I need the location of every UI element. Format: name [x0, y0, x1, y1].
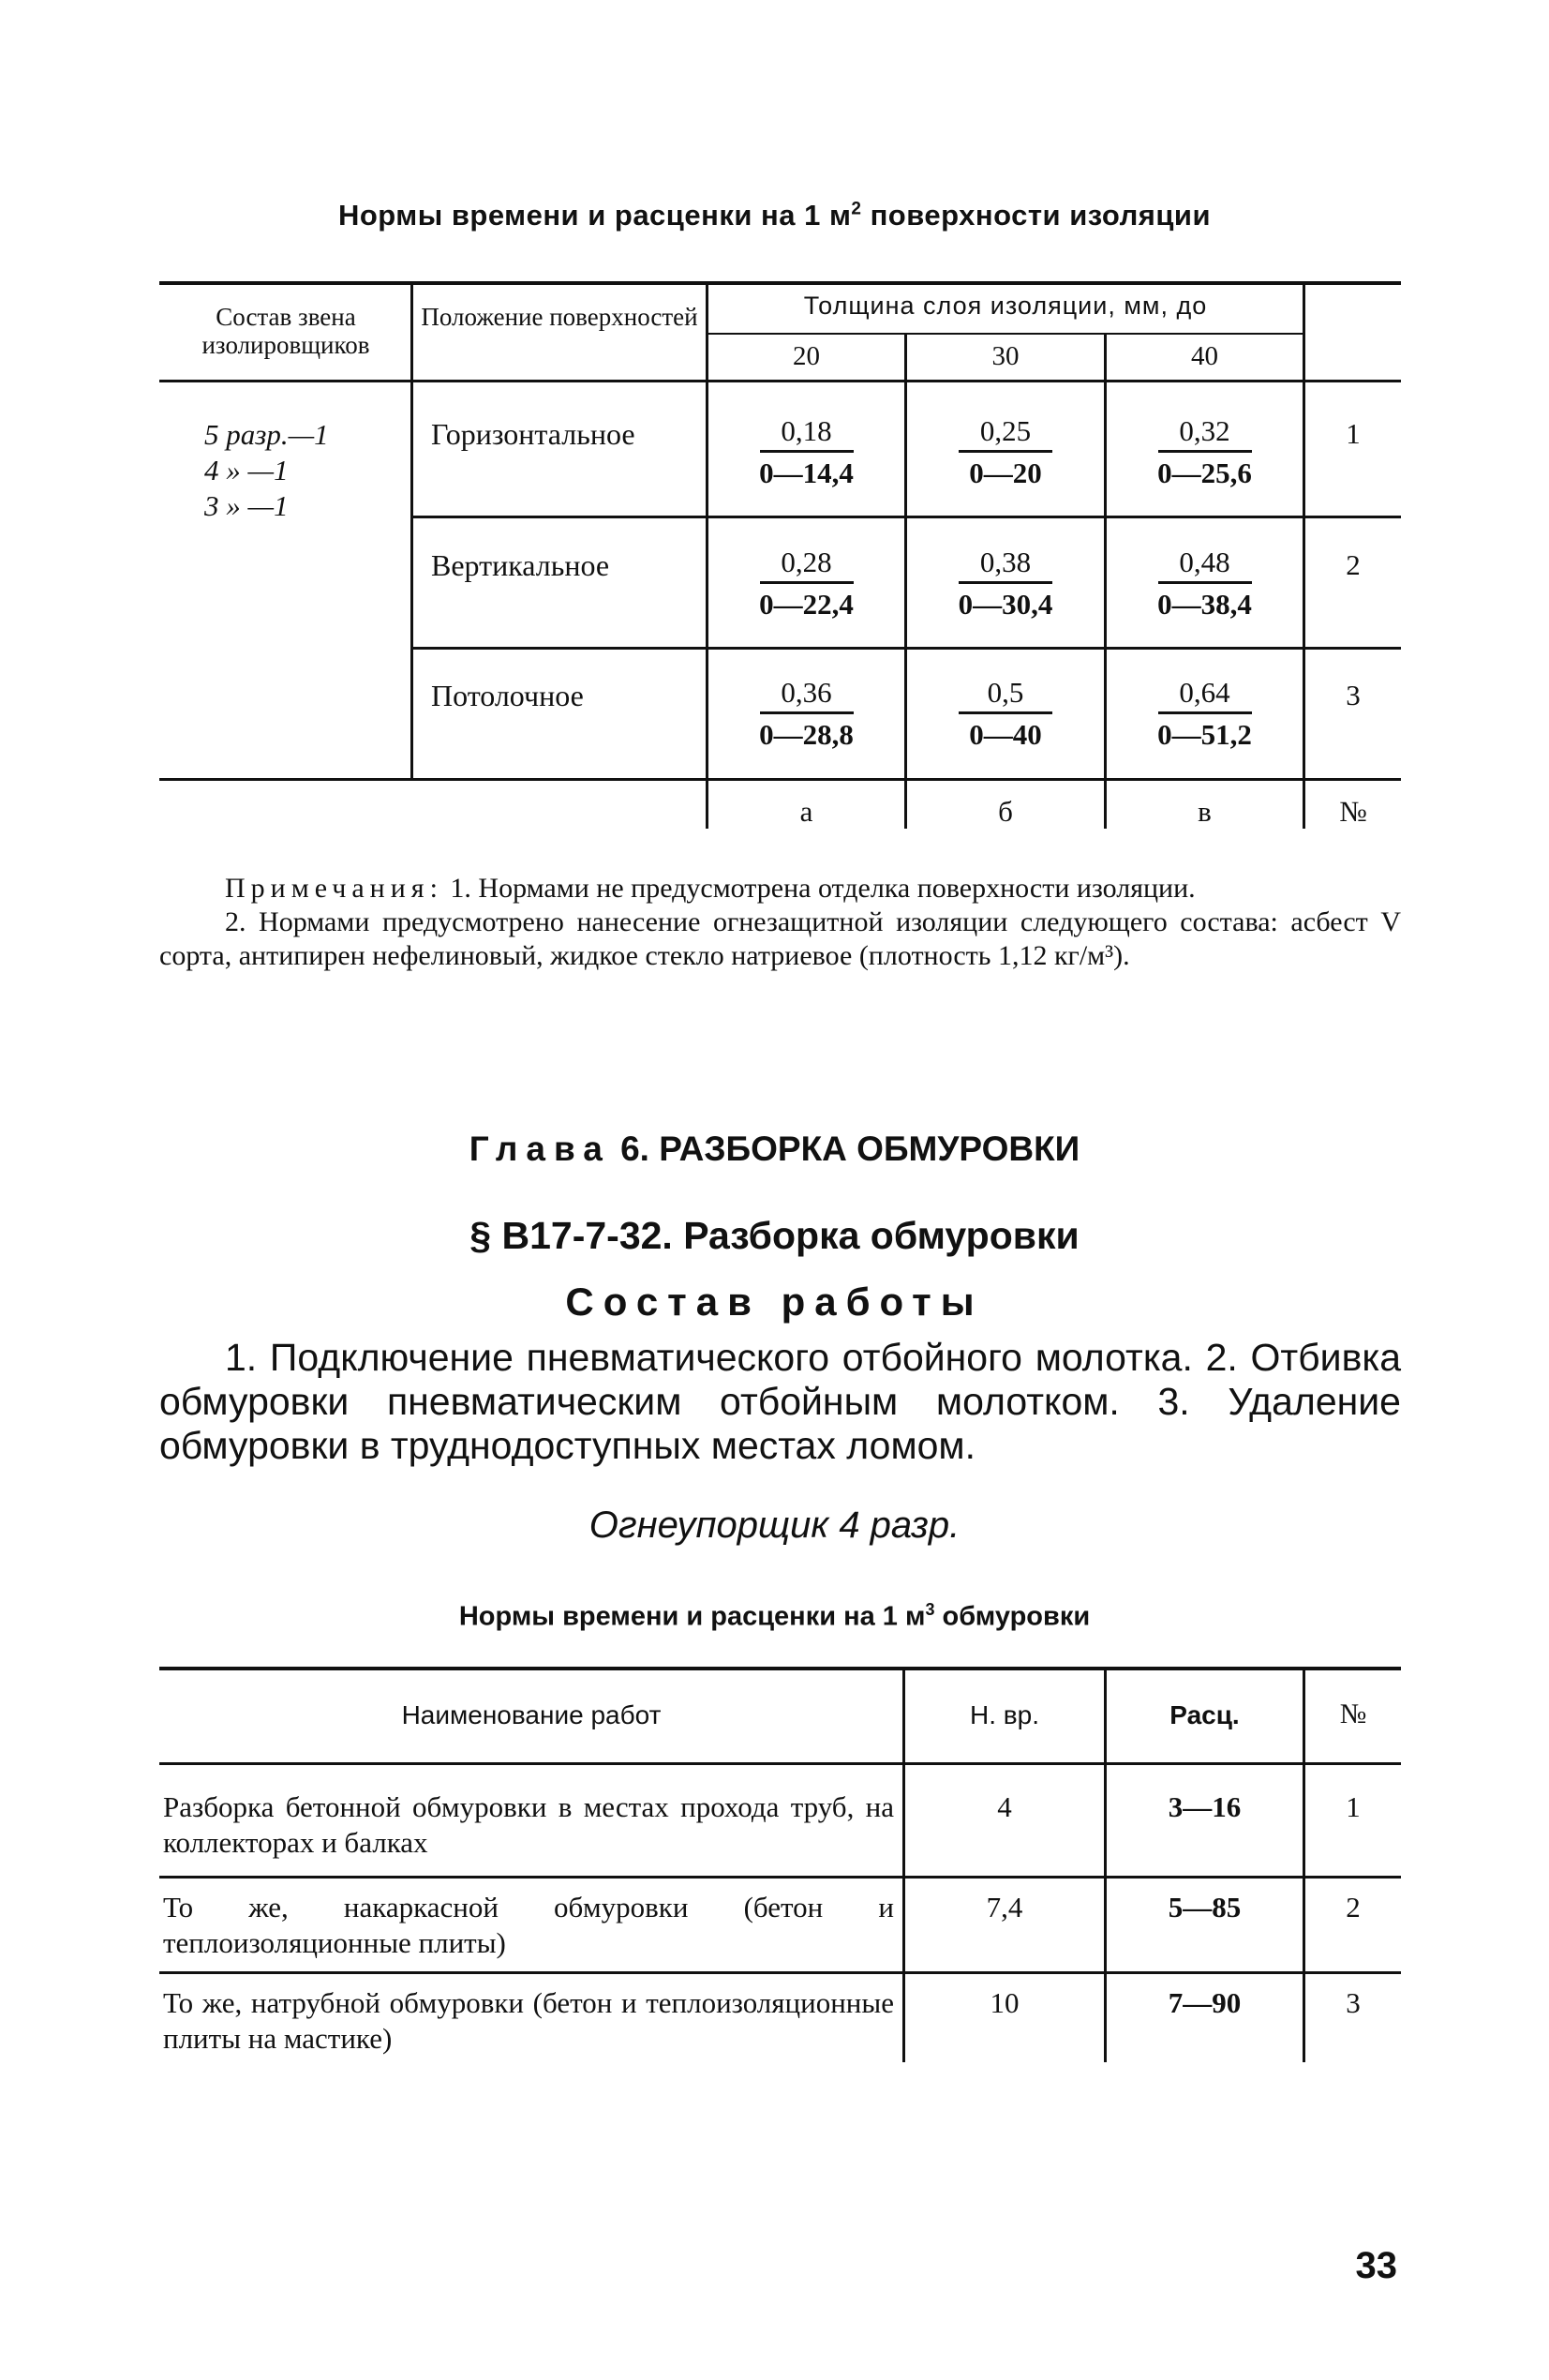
norm-time: 0,64: [1179, 676, 1230, 709]
cell-r3-c1: [708, 676, 904, 752]
row-num-2: 2: [1346, 548, 1361, 581]
rate: 0—38,4: [1157, 588, 1252, 621]
header-col-20: 20: [793, 341, 820, 371]
chapter-title: 6. РАЗБОРКА ОБМУРОВКИ: [610, 1130, 1080, 1168]
cell-r3-c2: [907, 676, 1104, 752]
table2-row3-hvr: 10: [990, 1986, 1020, 2019]
cell-r2-c1: [708, 546, 904, 621]
row-label-vertical: Вертикальное: [431, 548, 610, 582]
table2-row3-rate: 7—90: [1168, 1986, 1242, 2019]
header-col-40: 40: [1191, 341, 1218, 371]
row-label-ceiling: Потолочное: [431, 679, 584, 712]
footer-v: в: [1198, 795, 1212, 828]
cell-r1-c1: [708, 414, 904, 490]
header-name: Наименование работ: [401, 1700, 662, 1729]
rate: 0—51,2: [1157, 718, 1252, 751]
table2-row1-rate: 3—16: [1168, 1790, 1242, 1823]
norm-time: 0,18: [781, 414, 832, 447]
cell-r2-c3: [1107, 546, 1303, 621]
table2-row1-num: 1: [1346, 1790, 1361, 1823]
work-text: 1. Подключение пневматического отбойного молотка. 2. Отбивка обмуровки пневматическим отбойным молотком. 3. Удаление обмуровки в труднодоступных местах ломом.: [159, 1336, 1401, 1467]
rate: 0—25,6: [1157, 457, 1252, 489]
footer-a: а: [799, 795, 813, 828]
table1-title-text: Нормы времени и расценки на 1 м: [337, 199, 852, 232]
norm-time: 0,5: [987, 676, 1024, 709]
norm-time: 0,32: [1179, 414, 1230, 447]
chapter-heading: [0, 1130, 1549, 1169]
row-num-3: 3: [1346, 679, 1361, 711]
footer-b: б: [998, 795, 1013, 828]
crew-line: 4 » —1: [204, 454, 289, 486]
table2-title-sup: 3: [925, 1600, 935, 1619]
page-number: 33: [1355, 2245, 1397, 2286]
table2-row3-name: То же, натрубной обмуровки (бетон и теплоизоляционные плиты на мастике): [163, 1986, 894, 2055]
rate: 0—14,4: [759, 457, 854, 489]
note-1: [159, 872, 1401, 906]
header-rate: Расц.: [1169, 1700, 1240, 1729]
header-thickness: Толщина слоя изоляции, мм, до: [803, 292, 1208, 320]
section-title: § В17-7-32. Разборка обмуровки: [469, 1214, 1080, 1257]
table2-row2-name: То же, накаркасной обмуровки (бетон и теплоизоляционные плиты): [163, 1891, 894, 1959]
table2-row1-name: Разборка бетонной обмуровки в местах прохода труб, на коллекторах и балках: [163, 1790, 894, 1859]
footer-num: №: [1339, 795, 1367, 828]
crew-line: 5 разр.—1: [204, 418, 329, 451]
table2-row1-hvr: 4: [997, 1790, 1012, 1823]
table2-title: [0, 1600, 1549, 1633]
cell-r1-c2: [907, 414, 1104, 490]
notes: [159, 872, 1401, 973]
table1-title-tail: поверхности изоляции: [861, 199, 1212, 232]
rate: 0—22,4: [759, 588, 854, 621]
norm-time: 0,38: [979, 546, 1032, 578]
table2-title-text: Нормы времени и расценки на 1 м: [458, 1601, 926, 1632]
header-crew: Состав звена изолировщиков: [201, 303, 370, 359]
header-hvr: Н. вр.: [969, 1700, 1039, 1729]
cell-r3-c3: [1107, 676, 1303, 752]
header-position: Положение поверхностей: [421, 303, 698, 331]
crew-list: [204, 417, 401, 524]
norm-time: 0,36: [781, 676, 832, 709]
work-heading: Состав работы: [565, 1280, 984, 1324]
rate: 0—28,8: [759, 718, 854, 751]
norm-time: 0,28: [781, 546, 832, 578]
table2-row2-hvr: 7,4: [986, 1891, 1023, 1923]
header-num: №: [1339, 1699, 1367, 1729]
rate: 0—20: [969, 457, 1042, 489]
cell-r1-c3: [1107, 414, 1303, 490]
table1-title-sup: 2: [851, 199, 862, 219]
worker-grade: Огнеупорщик 4 разр.: [588, 1504, 961, 1546]
note-1-text: 1. Нормами не предусмотрена отделка поверхности изоляции.: [442, 873, 1196, 904]
norm-time: 0,48: [1179, 546, 1230, 578]
table2-title-tail: обмуровки: [934, 1601, 1091, 1632]
notes-heading: Примечания:: [225, 873, 443, 904]
note-2: 2. Нормами предусмотрено нанесение огнезащитной изоляции следующего состава: асбест V сорта, антипирен нефелиновый, жидкое стекло натриевое (плотность 1,12 кг/м³).: [159, 906, 1401, 971]
table1-title: [0, 199, 1549, 232]
rate: 0—40: [969, 718, 1042, 751]
chapter-label: Глава: [469, 1130, 611, 1168]
crew-line: 3 » —1: [204, 489, 289, 522]
cell-r2-c2: [907, 546, 1104, 621]
table2-row2-num: 2: [1346, 1891, 1361, 1923]
row-label-horizontal: Горизонтальное: [431, 417, 635, 451]
header-col-30: 30: [991, 341, 1020, 371]
table2-row3-num: 3: [1346, 1986, 1361, 2019]
table2-row2-rate: 5—85: [1168, 1891, 1242, 1923]
rate: 0—30,4: [958, 588, 1053, 621]
norm-time: 0,25: [979, 414, 1032, 447]
row-num-1: 1: [1346, 417, 1361, 450]
